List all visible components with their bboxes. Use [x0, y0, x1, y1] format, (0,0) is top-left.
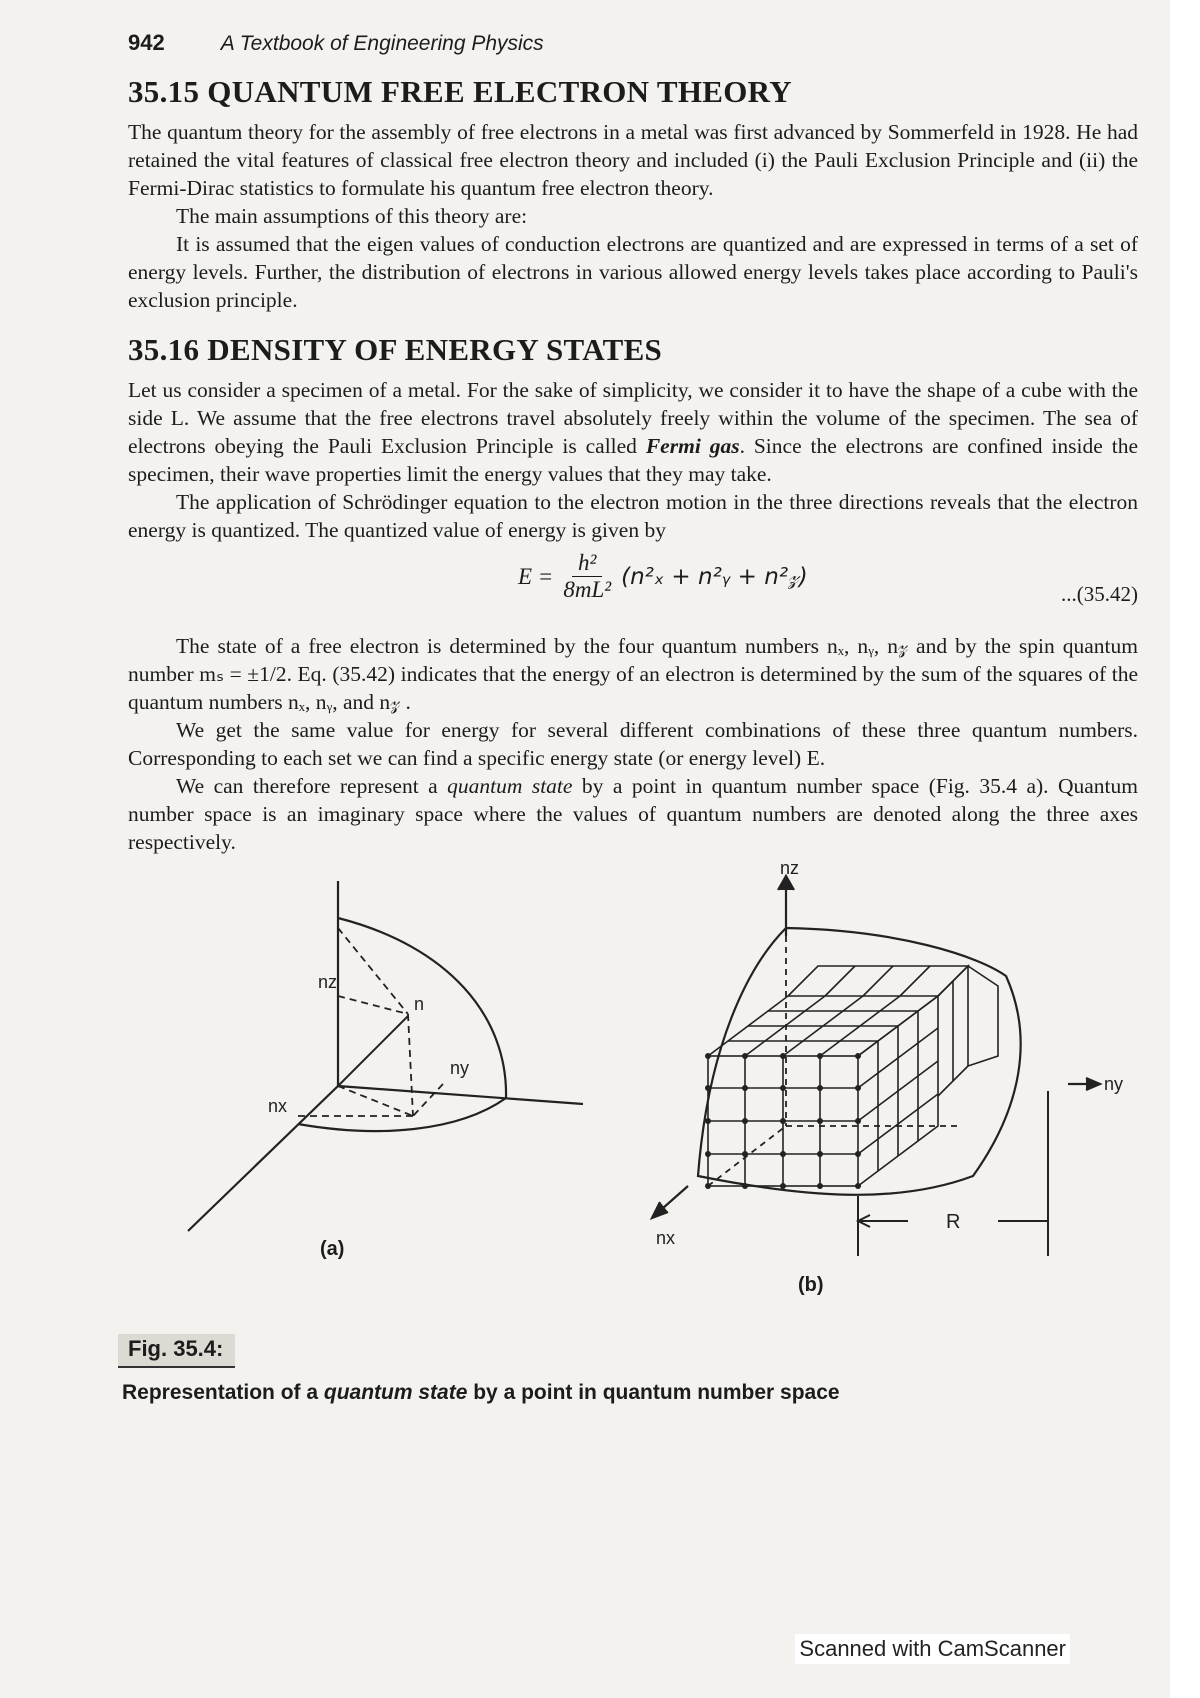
equation-fraction — [563, 550, 611, 603]
paragraph: The state of a free electron is determined by the four quantum numbers nₓ, nᵧ, n𝓏 and by the spin quantum number mₛ = ±1/2. Eq. (35.42) indicates that the energy of an electron is determined by the sum of the squares of the quantum numbers nₓ, nᵧ, and n𝓏 . — [128, 634, 1138, 714]
running-header — [128, 30, 1138, 72]
figure-caption-label: Fig. 35.4: — [118, 1334, 235, 1368]
cube-lattice — [708, 966, 998, 1186]
equation-numerator: h² — [572, 550, 602, 577]
projection-line — [338, 928, 408, 1014]
equation-number: ...(35.42) — [1061, 582, 1138, 606]
sphere-arc-bottom — [298, 1098, 506, 1131]
figure-b-label: (b) — [798, 1274, 824, 1296]
figure-caption: Representation of a quantum state by a point in quantum number space — [122, 1381, 840, 1404]
label-nz: nz — [318, 972, 338, 992]
section-heading-35-15: 35.15 QUANTUM FREE ELECTRON THEORY — [128, 74, 792, 109]
caption-emphasis: quantum state — [323, 1381, 468, 1404]
equation-lhs: E = — [518, 563, 554, 589]
one-half-fraction: 1/2 — [259, 662, 287, 686]
label-ny: ny — [1104, 1074, 1124, 1094]
paragraph: The quantum theory for the assembly of free electrons in a metal was first advanced by Sommerfeld in 1928. He had retained the vital features of classical free electron theory and included (i) the Pauli Exclusion Principle and (ii) the Fermi-Dirac statistics to formulate his quantum free electron theory. — [128, 120, 1138, 200]
page-number: 942 — [128, 30, 165, 55]
label-n: n — [414, 994, 425, 1014]
nx-axis — [188, 1086, 338, 1231]
label-nx: nx — [268, 1096, 288, 1116]
page-content — [122, 30, 1138, 1404]
figure-b-lattice-diagram — [656, 858, 1128, 1296]
projection-line — [413, 1084, 443, 1116]
paragraph: Let us consider a specimen of a metal. For the sake of simplicity, we consider it to have the shape of a cube with the side L. We assume that the free electrons travel absolutely freely within the volume of the specimen. The sea of electrons obeying the Pauli Exclusion Principle is called Fermi gas. Since the electrons are confined inside the specimen, their wave properties limit the energy values that they may take. — [128, 378, 1138, 486]
equation-bracket: (n²ₓ + n²ᵧ + n²𝓏) — [621, 563, 808, 590]
projection-line — [408, 1014, 413, 1116]
camscanner-watermark: Scanned with CamScanner — [795, 1634, 1070, 1664]
paragraph: It is assumed that the eigen values of conduction electrons are quantized and are expressed in terms of a set of energy levels. Further, the distribution of electrons in various allowed energy levels takes place according to Pauli's exclusion principle. — [128, 232, 1138, 312]
paragraph: The application of Schrödinger equation to the electron motion in the three directions reveals that the electron energy is quantized. The quantized value of energy is given by — [128, 490, 1138, 542]
paragraph: We get the same value for energy for several different combinations of these three quantum numbers. Corresponding to each set we can find a specific energy state (or energy level) E. — [128, 718, 1138, 770]
figure-a-octant-diagram — [168, 876, 588, 1276]
quantum-state-term: quantum state — [447, 774, 573, 798]
label-R: R — [946, 1211, 961, 1233]
equation-35-42 — [128, 548, 1138, 630]
label-nz: nz — [780, 858, 800, 878]
figure-a-label: (a) — [320, 1238, 345, 1260]
paragraph: We can therefore represent a quantum state by a point in quantum number space (Fig. 35.4 a). Quantum number space is an imaginary space where the values of quantum numbers are denoted along the three axes respectively. — [128, 774, 1138, 854]
projection-line — [338, 996, 408, 1014]
equation-denominator: 8mL² — [563, 577, 612, 602]
fermi-gas-term: Fermi gas — [645, 434, 740, 458]
figure-35-4 — [122, 858, 1138, 1404]
label-nx: nx — [656, 1228, 676, 1248]
label-ny: ny — [450, 1058, 470, 1078]
paragraph: The main assumptions of this theory are: — [176, 204, 528, 228]
position-vector — [338, 1016, 408, 1086]
page-edge — [1170, 0, 1200, 1698]
section-heading-35-16: 35.16 DENSITY OF ENERGY STATES — [128, 332, 663, 367]
book-title: A Textbook of Engineering Physics — [220, 32, 544, 55]
